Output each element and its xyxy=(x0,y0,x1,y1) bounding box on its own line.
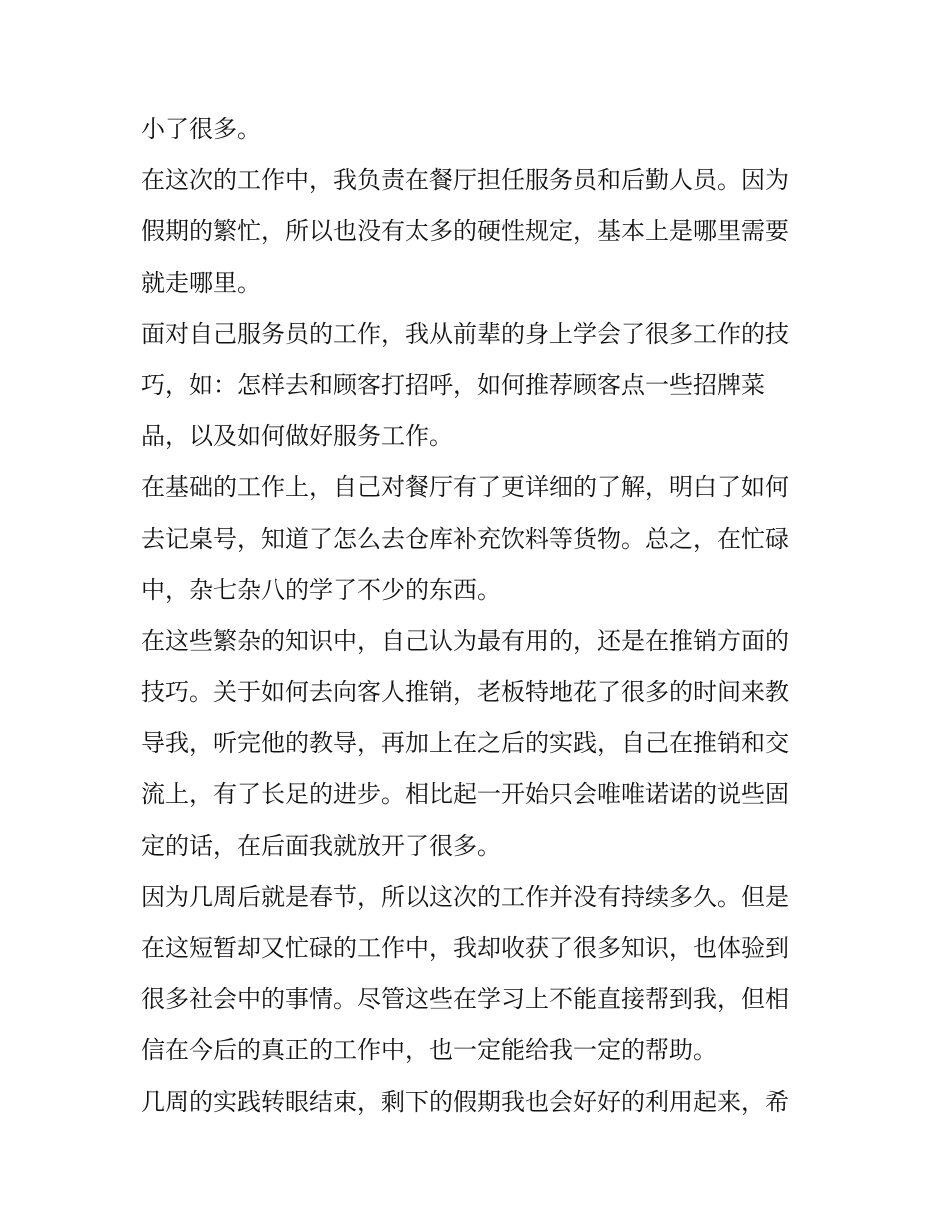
text-line: 在这次的工作中，我负责在餐厅担任服务员和后勤人员。因为 xyxy=(141,166,789,195)
text-line: 在这些繁杂的知识中，自己认为最有用的，还是在推销方面的 xyxy=(141,626,789,655)
text-line: 就走哪里。 xyxy=(141,268,261,297)
document-body xyxy=(141,104,821,1128)
text-line: 定的话，在后面我就放开了很多。 xyxy=(141,831,501,860)
text-line: 假期的繁忙，所以也没有太多的硬性规定，基本上是哪里需要 xyxy=(141,217,789,246)
text-line: 因为几周后就是春节，所以这次的工作并没有持续多久。但是 xyxy=(141,882,789,911)
text-line: 品，以及如何做好服务工作。 xyxy=(141,422,453,451)
text-line: 去记桌号，知道了怎么去仓库补充饮料等货物。总之，在忙碌 xyxy=(141,524,789,553)
text-line: 在这短暂却又忙碌的工作中，我却收获了很多知识，也体验到 xyxy=(141,934,789,962)
text-line: 小了很多。 xyxy=(141,115,261,143)
text-line: 中，杂七杂八的学了不少的东西。 xyxy=(141,575,501,604)
text-line: 在基础的工作上，自己对餐厅有了更详细的了解，明白了如何 xyxy=(141,473,789,502)
text-line: 导我，听完他的教导，再加上在之后的实践，自己在推销和交 xyxy=(141,729,789,758)
text-line: 很多社会中的事情。尽管这些在学习上不能直接帮到我，但相 xyxy=(141,985,789,1014)
text-line: 巧，如：怎样去和顾客打招呼，如何推荐顾客点一些招牌菜 xyxy=(141,370,765,399)
text-line: 流上，有了长足的进步。相比起一开始只会唯唯诺诺的说些固 xyxy=(141,780,789,809)
text-line: 信在今后的真正的工作中，也一定能给我一定的帮助。 xyxy=(141,1036,717,1065)
text-line: 面对自己服务员的工作，我从前辈的身上学会了很多工作的技 xyxy=(141,319,789,348)
text-line: 几周的实践转眼结束，剩下的假期我也会好好的利用起来，希 xyxy=(141,1087,789,1116)
text-line: 技巧。关于如何去向客人推销，老板特地花了很多的时间来教 xyxy=(141,678,789,707)
